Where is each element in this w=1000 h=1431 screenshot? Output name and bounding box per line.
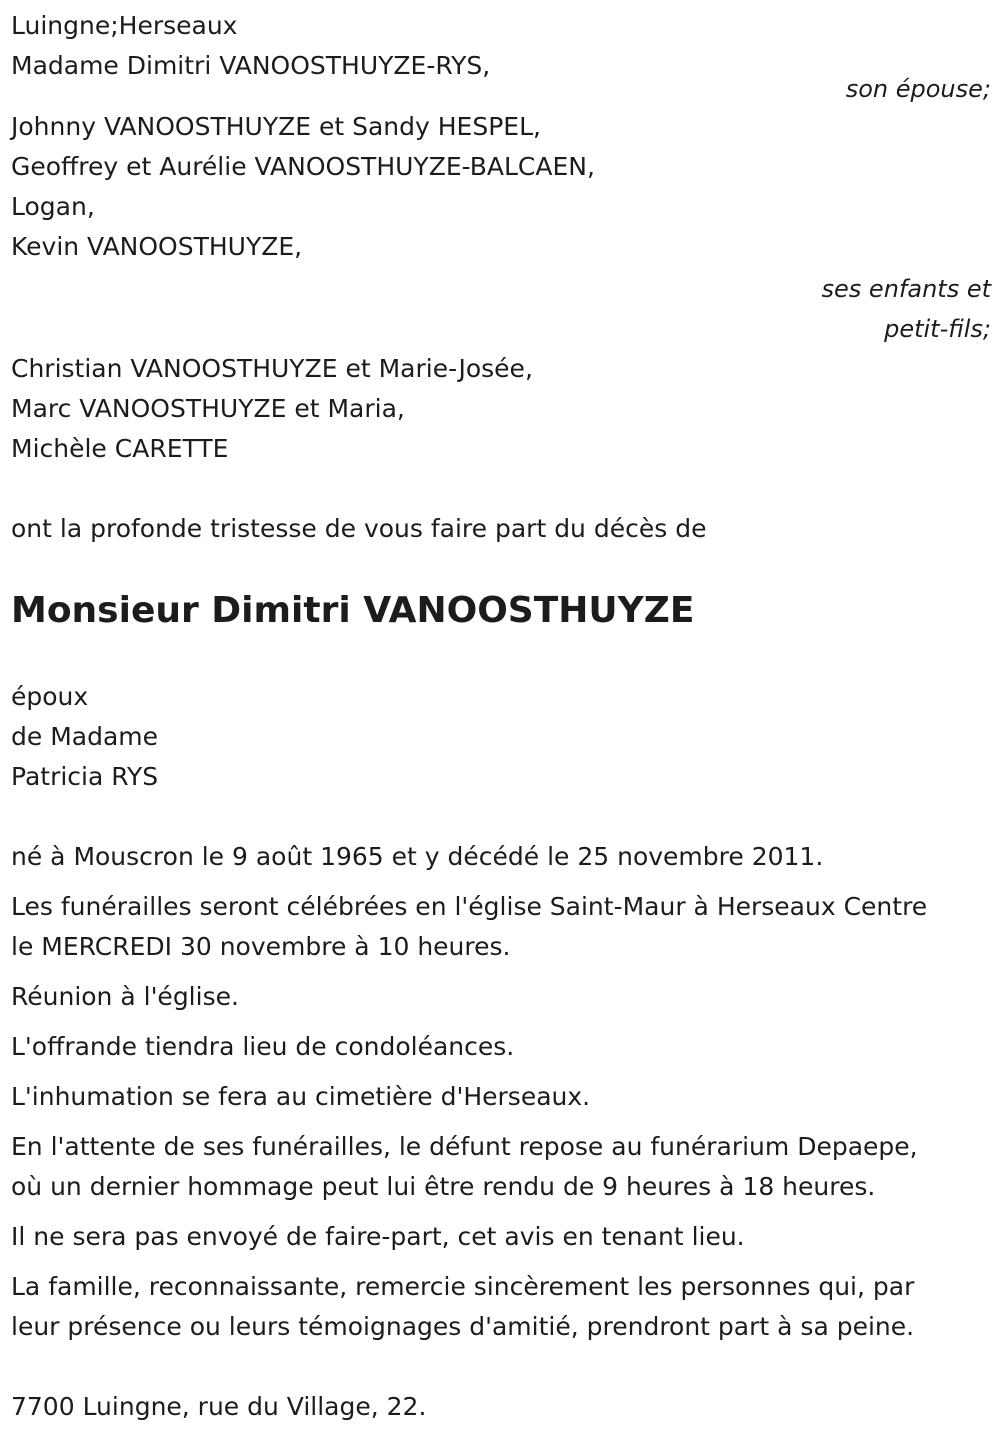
- family-member-name: Christian VANOOSTHUYZE et Marie-Josée,: [11, 354, 533, 383]
- repose-line: En l'attente de ses funérailles, le défunt repose au funérarium Depaepe,: [11, 1132, 918, 1161]
- address: 7700 Luingne, rue du Village, 22.: [11, 1392, 427, 1421]
- spouse-role: son épouse;: [845, 75, 991, 103]
- child-name: Logan,: [11, 192, 95, 221]
- funeral-info: [11, 887, 991, 967]
- children-role-line: petit-fils;: [884, 315, 991, 343]
- relation-line: de Madame: [11, 722, 159, 751]
- child-name: Johnny VANOOSTHUYZE et Sandy HESPEL,: [11, 112, 541, 141]
- funeral-line: Les funérailles seront célébrées en l'église Saint-Maur à Herseaux Centre: [11, 892, 928, 921]
- funeral-line: le MERCREDI 30 novembre à 10 heures.: [11, 932, 511, 961]
- spouse-name: Madame Dimitri VANOOSTHUYZE-RYS,: [11, 51, 491, 80]
- burial-info: L'inhumation se fera au cimetière d'Herseaux.: [11, 1082, 591, 1111]
- relation-line: époux: [11, 682, 89, 711]
- spouse-group: [11, 46, 991, 109]
- thanks-line: La famille, reconnaissante, remercie sincèrement les personnes qui, par: [11, 1272, 915, 1301]
- deceased-name: Monsieur Dimitri VANOOSTHUYZE: [11, 590, 695, 631]
- child-name: Kevin VANOOSTHUYZE,: [11, 232, 303, 261]
- repose-info: [11, 1127, 991, 1207]
- birth-death-info: né à Mouscron le 9 août 1965 et y décédé le 25 novembre 2011.: [11, 842, 824, 871]
- child-name: Geoffrey et Aurélie VANOOSTHUYZE-BALCAEN,: [11, 152, 595, 181]
- repose-line: où un dernier hommage peut lui être rendu de 9 heures à 18 heures.: [11, 1172, 876, 1201]
- header-location: Luingne;Herseaux: [11, 11, 238, 40]
- no-cards-info: Il ne sera pas envoyé de faire-part, cet avis en tenant lieu.: [11, 1222, 745, 1251]
- other-family-group: [11, 349, 991, 469]
- thanks-line: leur présence ou leurs témoignages d'amitié, prendront part à sa peine.: [11, 1312, 915, 1341]
- children-role-line: ses enfants et: [821, 275, 991, 303]
- announcement-text: ont la profonde tristesse de vous faire part du décès de: [11, 514, 707, 543]
- obituary-notice: [11, 0, 991, 1427]
- thanks-info: [11, 1267, 991, 1347]
- deceased-relation: [11, 677, 991, 797]
- family-member-name: Marc VANOOSTHUYZE et Maria,: [11, 394, 405, 423]
- children-group: [11, 107, 991, 349]
- meeting-info: Réunion à l'église.: [11, 982, 239, 1011]
- family-member-name: Michèle CARETTE: [11, 434, 229, 463]
- relation-line: Patricia RYS: [11, 762, 159, 791]
- offering-info: L'offrande tiendra lieu de condoléances.: [11, 1032, 515, 1061]
